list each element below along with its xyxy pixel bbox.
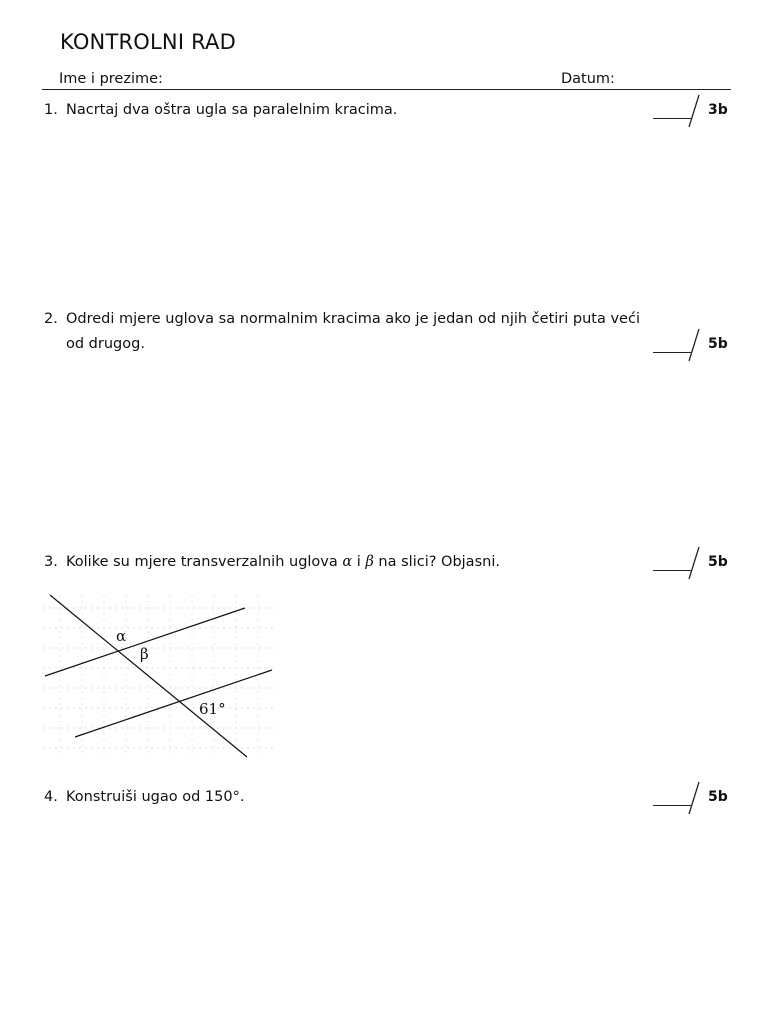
slash-divider bbox=[687, 781, 701, 815]
slash-divider bbox=[687, 328, 701, 362]
points-label: 5b bbox=[708, 789, 728, 805]
score-blank bbox=[653, 118, 691, 119]
dot-grid bbox=[43, 595, 272, 752]
question-text-part: na slici? Objasni. bbox=[373, 554, 500, 570]
question-3 bbox=[44, 550, 644, 576]
slash-divider bbox=[687, 94, 701, 128]
question-number: 4. bbox=[44, 789, 58, 805]
points-label: 5b bbox=[708, 554, 728, 570]
question-1 bbox=[44, 98, 644, 124]
question-number: 3. bbox=[44, 554, 58, 570]
angle-61-label: 61° bbox=[199, 700, 226, 718]
question-text: Odredi mjere uglova sa normalnim kracima ako je jedan od njih četiri puta veći od drugog. bbox=[66, 311, 640, 352]
slash-divider bbox=[687, 546, 701, 580]
question-text: Nacrtaj dva oštra ugla sa paralelnim kracima. bbox=[66, 102, 398, 118]
page-title: KONTROLNI RAD bbox=[60, 30, 236, 54]
score-box-4 bbox=[653, 781, 733, 821]
question-text: Konstruiši ugao od 150°. bbox=[66, 789, 245, 805]
question-text-part: Kolike su mjere transverzalnih uglova bbox=[66, 554, 343, 570]
score-box-2 bbox=[653, 328, 733, 368]
points-label: 5b bbox=[708, 336, 728, 352]
beta-label: β bbox=[140, 645, 149, 663]
upper-parallel-line bbox=[45, 608, 245, 676]
transversal-figure bbox=[40, 590, 280, 760]
transversal-line bbox=[50, 595, 247, 757]
score-box-1 bbox=[653, 94, 733, 134]
question-text bbox=[66, 550, 646, 575]
points-label: 3b bbox=[708, 102, 728, 118]
score-blank bbox=[653, 352, 691, 353]
name-label: Ime i prezime: bbox=[59, 71, 163, 87]
question-number: 2. bbox=[44, 311, 58, 327]
question-2 bbox=[44, 307, 644, 359]
question-number: 1. bbox=[44, 102, 58, 118]
date-label: Datum: bbox=[561, 71, 615, 87]
score-blank bbox=[653, 805, 691, 806]
header-row bbox=[42, 71, 731, 90]
score-blank bbox=[653, 570, 691, 571]
question-4 bbox=[44, 785, 644, 811]
beta-symbol: β bbox=[365, 554, 374, 570]
question-text-part: i bbox=[352, 554, 366, 570]
alpha-symbol: α bbox=[342, 554, 353, 570]
score-box-3 bbox=[653, 546, 733, 586]
alpha-label: α bbox=[116, 627, 127, 645]
